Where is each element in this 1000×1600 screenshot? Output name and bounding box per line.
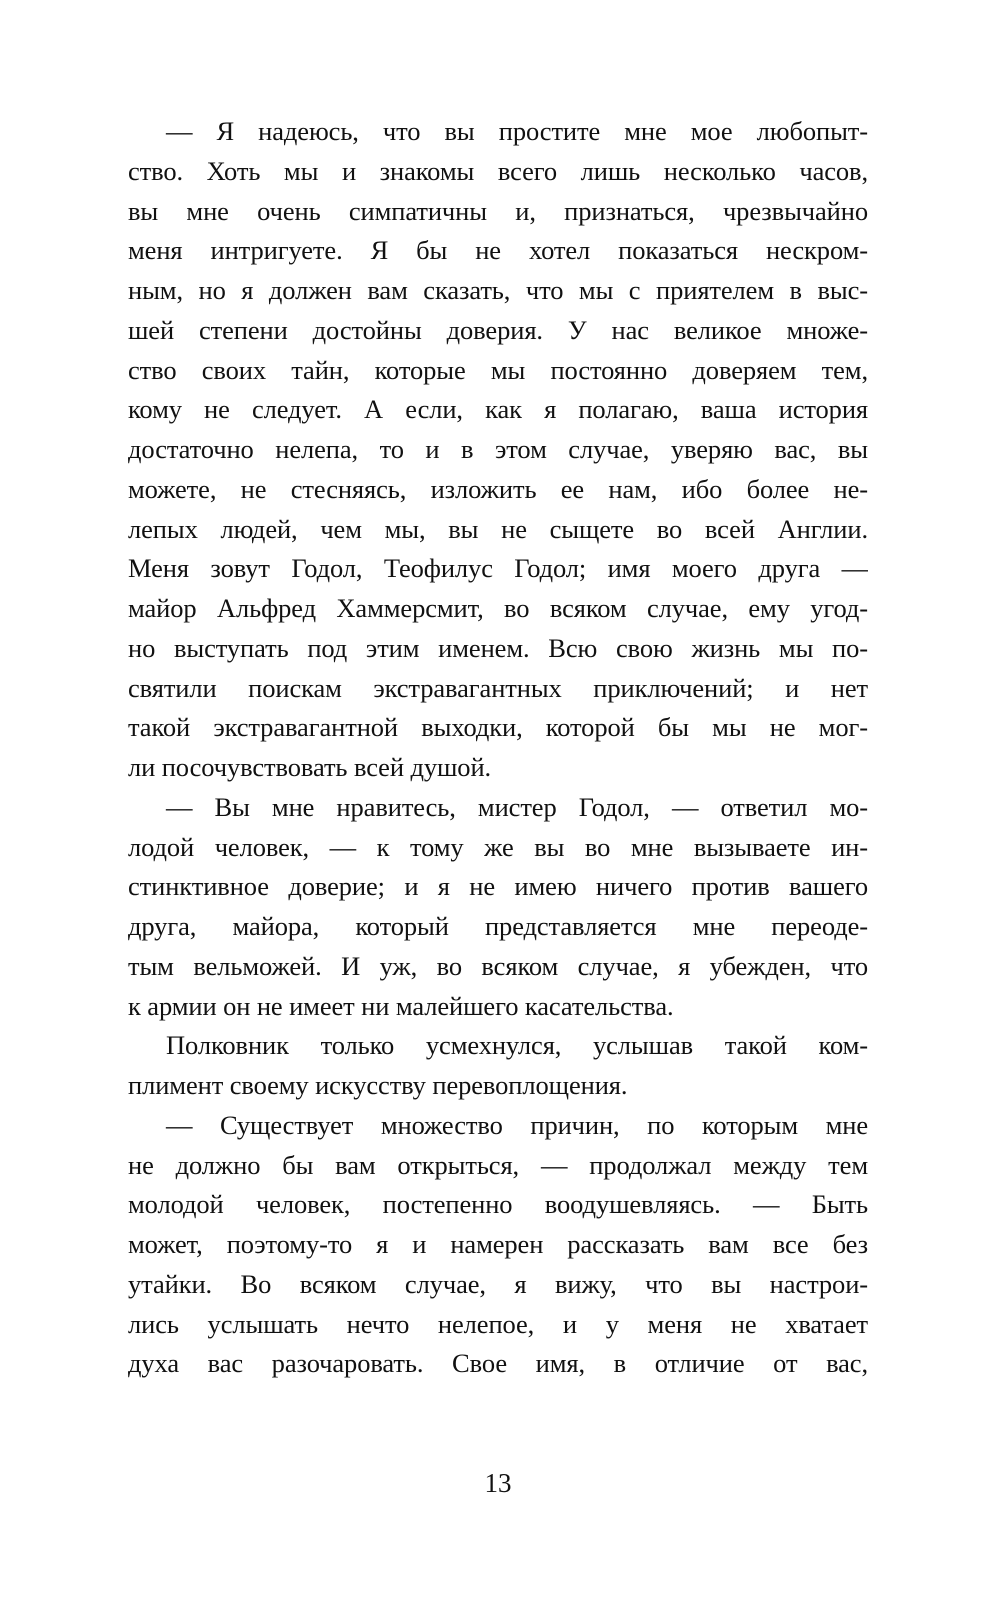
text-line: ство. Хоть мы и знакомы всего лишь несколько часов, [128, 155, 868, 186]
page-number: 13 [484, 1468, 512, 1498]
text-line: — Существует множество причин, по которым мне [166, 1109, 868, 1140]
text-line: молодой человек, постепенно воодушевляясь. — Быть [128, 1189, 868, 1220]
paragraph-2 [128, 788, 868, 1027]
text-line: лодой человек, — к тому же вы во мне вызываете ин- [128, 831, 868, 862]
text-line: шей степени достойны доверия. У нас великое множе- [128, 314, 868, 345]
text-line: может, поэтому-то я и намерен рассказать вам все без [128, 1229, 868, 1259]
text-line: тым вельможей. И уж, во всяком случае, я убежден, что [128, 950, 868, 981]
text-line: вы мне очень симпатичны и, признаться, чрезвычайно [128, 195, 868, 226]
text-line: такой экстравагантной выходки, которой бы мы не мог- [128, 712, 868, 743]
text-line: к армии он не имеет ни малейшего касательства. [128, 990, 674, 1021]
text-line: духа вас разочаровать. Свое имя, в отличие от вас, [128, 1348, 868, 1379]
text-line: лепых людей, чем мы, вы не сыщете во всей Англии. [128, 513, 868, 544]
text-line: утайки. Во всяком случае, я вижу, что вы настрои- [128, 1268, 868, 1299]
text-line: — Вы мне нравитесь, мистер Годол, — ответил мо- [166, 791, 868, 822]
paragraph-1 [128, 112, 868, 788]
text-line: стинктивное доверие; и я не имею ничего против вашего [128, 871, 868, 902]
text-line: меня интригуете. Я бы не хотел показаться нескром- [128, 235, 868, 266]
text-line: кому не следует. А если, как я полагаю, ваша история [128, 394, 868, 425]
text-line: святили поискам экстравагантных приключений; и нет [128, 672, 868, 703]
text-line: но выступать под этим именем. Всю свою жизнь мы по- [128, 632, 868, 663]
paragraph-4 [128, 1106, 868, 1384]
text-line: — Я надеюсь, что вы простите мне мое любопыт- [166, 116, 868, 146]
text-line: не должно бы вам открыться, — продолжал между тем [128, 1149, 868, 1180]
text-block [128, 112, 868, 1384]
text-line: ным, но я должен вам сказать, что мы с приятелем в выс- [128, 275, 868, 305]
text-line: ство своих тайн, которые мы постоянно доверяем тем, [128, 354, 868, 385]
text-line: друга, майора, который представляется мне переоде- [128, 911, 868, 941]
paragraph-3 [128, 1026, 868, 1106]
text-line: лись услышать нечто нелепое, и у меня не хватает [128, 1308, 868, 1339]
text-line: можете, не стесняясь, изложить ее нам, ибо более не- [128, 473, 868, 504]
text-line: ли посочувствовать всей душой. [128, 752, 492, 782]
text-line: достаточно нелепа, то и в этом случае, уверяю вас, вы [128, 434, 868, 464]
text-line: Полковник только усмехнулся, услышав такой ком- [166, 1030, 868, 1061]
text-line: плимент своему искусству перевоплощения. [128, 1070, 628, 1100]
text-line: майор Альфред Хаммерсмит, во всяком случае, ему угод- [128, 593, 868, 623]
text-line: Меня зовут Годол, Теофилус Годол; имя моего друга — [128, 553, 868, 584]
